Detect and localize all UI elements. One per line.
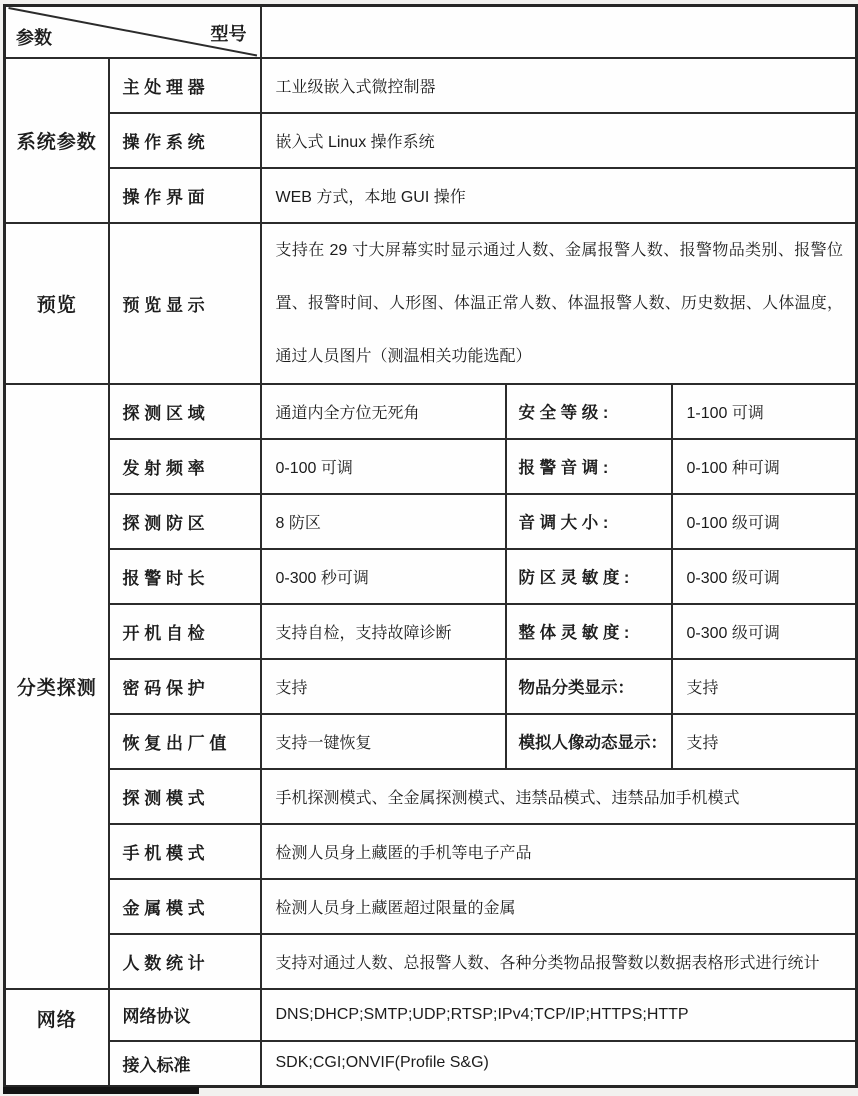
table-row bbox=[5, 58, 857, 113]
param-value-cell: 支持 bbox=[672, 714, 857, 769]
param-value-cell: SDK;CGI;ONVIF(Profile S&G) bbox=[261, 1041, 857, 1087]
table-row bbox=[5, 989, 857, 1041]
table-row bbox=[5, 934, 857, 989]
param-name-cell: 报 警 音 调 : bbox=[506, 439, 672, 494]
param-value-cell: 手机探测模式、全金属探测模式、违禁品模式、违禁品加手机模式 bbox=[261, 769, 857, 824]
param-name-cell: 预 览 显 示 bbox=[109, 223, 261, 384]
param-value-cell: 支持 bbox=[261, 659, 506, 714]
param-name-cell: 人 数 统 计 bbox=[109, 934, 261, 989]
table-row bbox=[5, 769, 857, 824]
param-name-cell: 网络协议 bbox=[109, 989, 261, 1041]
param-value-cell: 支持 bbox=[672, 659, 857, 714]
param-value-cell: DNS;DHCP;SMTP;UDP;RTSP;IPv4;TCP/IP;HTTPS;HTTP bbox=[261, 989, 857, 1041]
param-value-cell: 0-300 秒可调 bbox=[261, 549, 506, 604]
param-name-cell: 恢 复 出 厂 值 bbox=[109, 714, 261, 769]
param-name-cell: 物品分类显示： bbox=[506, 659, 672, 714]
param-value-cell: 0-300 级可调 bbox=[672, 604, 857, 659]
param-value-cell: 支持对通过人数、总报警人数、各种分类物品报警数以数据表格形式进行统计 bbox=[261, 934, 857, 989]
model-header-empty-cell bbox=[261, 6, 857, 58]
corner-header-cell bbox=[5, 6, 261, 58]
group-cell-preview: 预览 bbox=[5, 223, 109, 384]
group-cell-network: 网络 bbox=[5, 989, 109, 1087]
table-row bbox=[5, 168, 857, 223]
bottom-scan-bar bbox=[3, 1087, 199, 1094]
table-row bbox=[5, 604, 857, 659]
param-value-cell: 0-100 级可调 bbox=[672, 494, 857, 549]
table-row bbox=[5, 113, 857, 168]
param-name-cell: 发 射 频 率 bbox=[109, 439, 261, 494]
param-name-cell: 接入标准 bbox=[109, 1041, 261, 1087]
param-name-cell: 防 区 灵 敏 度 : bbox=[506, 549, 672, 604]
table-row bbox=[5, 494, 857, 549]
param-value-cell: 通道内全方位无死角 bbox=[261, 384, 506, 439]
param-name-cell: 探 测 模 式 bbox=[109, 769, 261, 824]
param-value-cell: 1-100 可调 bbox=[672, 384, 857, 439]
group-cell-system: 系统参数 bbox=[5, 58, 109, 223]
param-name-cell: 操 作 系 统 bbox=[109, 113, 261, 168]
table-row bbox=[5, 879, 857, 934]
param-name-cell: 主 处 理 器 bbox=[109, 58, 261, 113]
param-name-cell: 模拟人像动态显示： bbox=[506, 714, 672, 769]
table-row bbox=[5, 223, 857, 384]
param-name-cell: 探 测 防 区 bbox=[109, 494, 261, 549]
corner-param-label: 参数 bbox=[16, 28, 52, 48]
param-name-cell: 报 警 时 长 bbox=[109, 549, 261, 604]
table-row bbox=[5, 824, 857, 879]
param-name-cell: 整 体 灵 敏 度 : bbox=[506, 604, 672, 659]
table-row bbox=[5, 549, 857, 604]
header-row bbox=[5, 6, 857, 58]
param-name-cell: 开 机 自 检 bbox=[109, 604, 261, 659]
spec-table bbox=[3, 4, 858, 1088]
param-value-cell: 工业级嵌入式微控制器 bbox=[261, 58, 857, 113]
param-value-cell: 0-100 种可调 bbox=[672, 439, 857, 494]
table-row bbox=[5, 659, 857, 714]
param-value-cell: WEB 方式，本地 GUI 操作 bbox=[261, 168, 857, 223]
param-name-cell: 操 作 界 面 bbox=[109, 168, 261, 223]
group-cell-detection: 分类探测 bbox=[5, 384, 109, 989]
param-name-cell: 密 码 保 护 bbox=[109, 659, 261, 714]
table-row bbox=[5, 439, 857, 494]
param-name-cell: 金 属 模 式 bbox=[109, 879, 261, 934]
param-value-cell: 检测人员身上藏匿的手机等电子产品 bbox=[261, 824, 857, 879]
param-value-cell: 8 防区 bbox=[261, 494, 506, 549]
param-value-cell: 支持在 29 寸大屏幕实时显示通过人数、金属报警人数、报警物品类别、报警位置、报警时间、人形图、体温正常人数、体温报警人数、历史数据、人体温度，通过人员图片（测温相关功能选配） bbox=[261, 223, 857, 384]
param-name-cell: 探 测 区 域 bbox=[109, 384, 261, 439]
param-value-cell: 0-300 级可调 bbox=[672, 549, 857, 604]
param-name-cell: 手 机 模 式 bbox=[109, 824, 261, 879]
param-value-cell: 检测人员身上藏匿超过限量的金属 bbox=[261, 879, 857, 934]
table-row bbox=[5, 1041, 857, 1087]
table-row bbox=[5, 384, 857, 439]
corner-model-label: 型号 bbox=[210, 24, 247, 44]
param-name-cell: 音 调 大 小 : bbox=[506, 494, 672, 549]
param-value-cell: 支持一键恢复 bbox=[261, 714, 506, 769]
param-value-cell: 嵌入式 Linux 操作系统 bbox=[261, 113, 857, 168]
table-row bbox=[5, 714, 857, 769]
param-name-cell: 安 全 等 级 : bbox=[506, 384, 672, 439]
param-value-cell: 支持自检，支持故障诊断 bbox=[261, 604, 506, 659]
param-value-cell: 0-100 可调 bbox=[261, 439, 506, 494]
